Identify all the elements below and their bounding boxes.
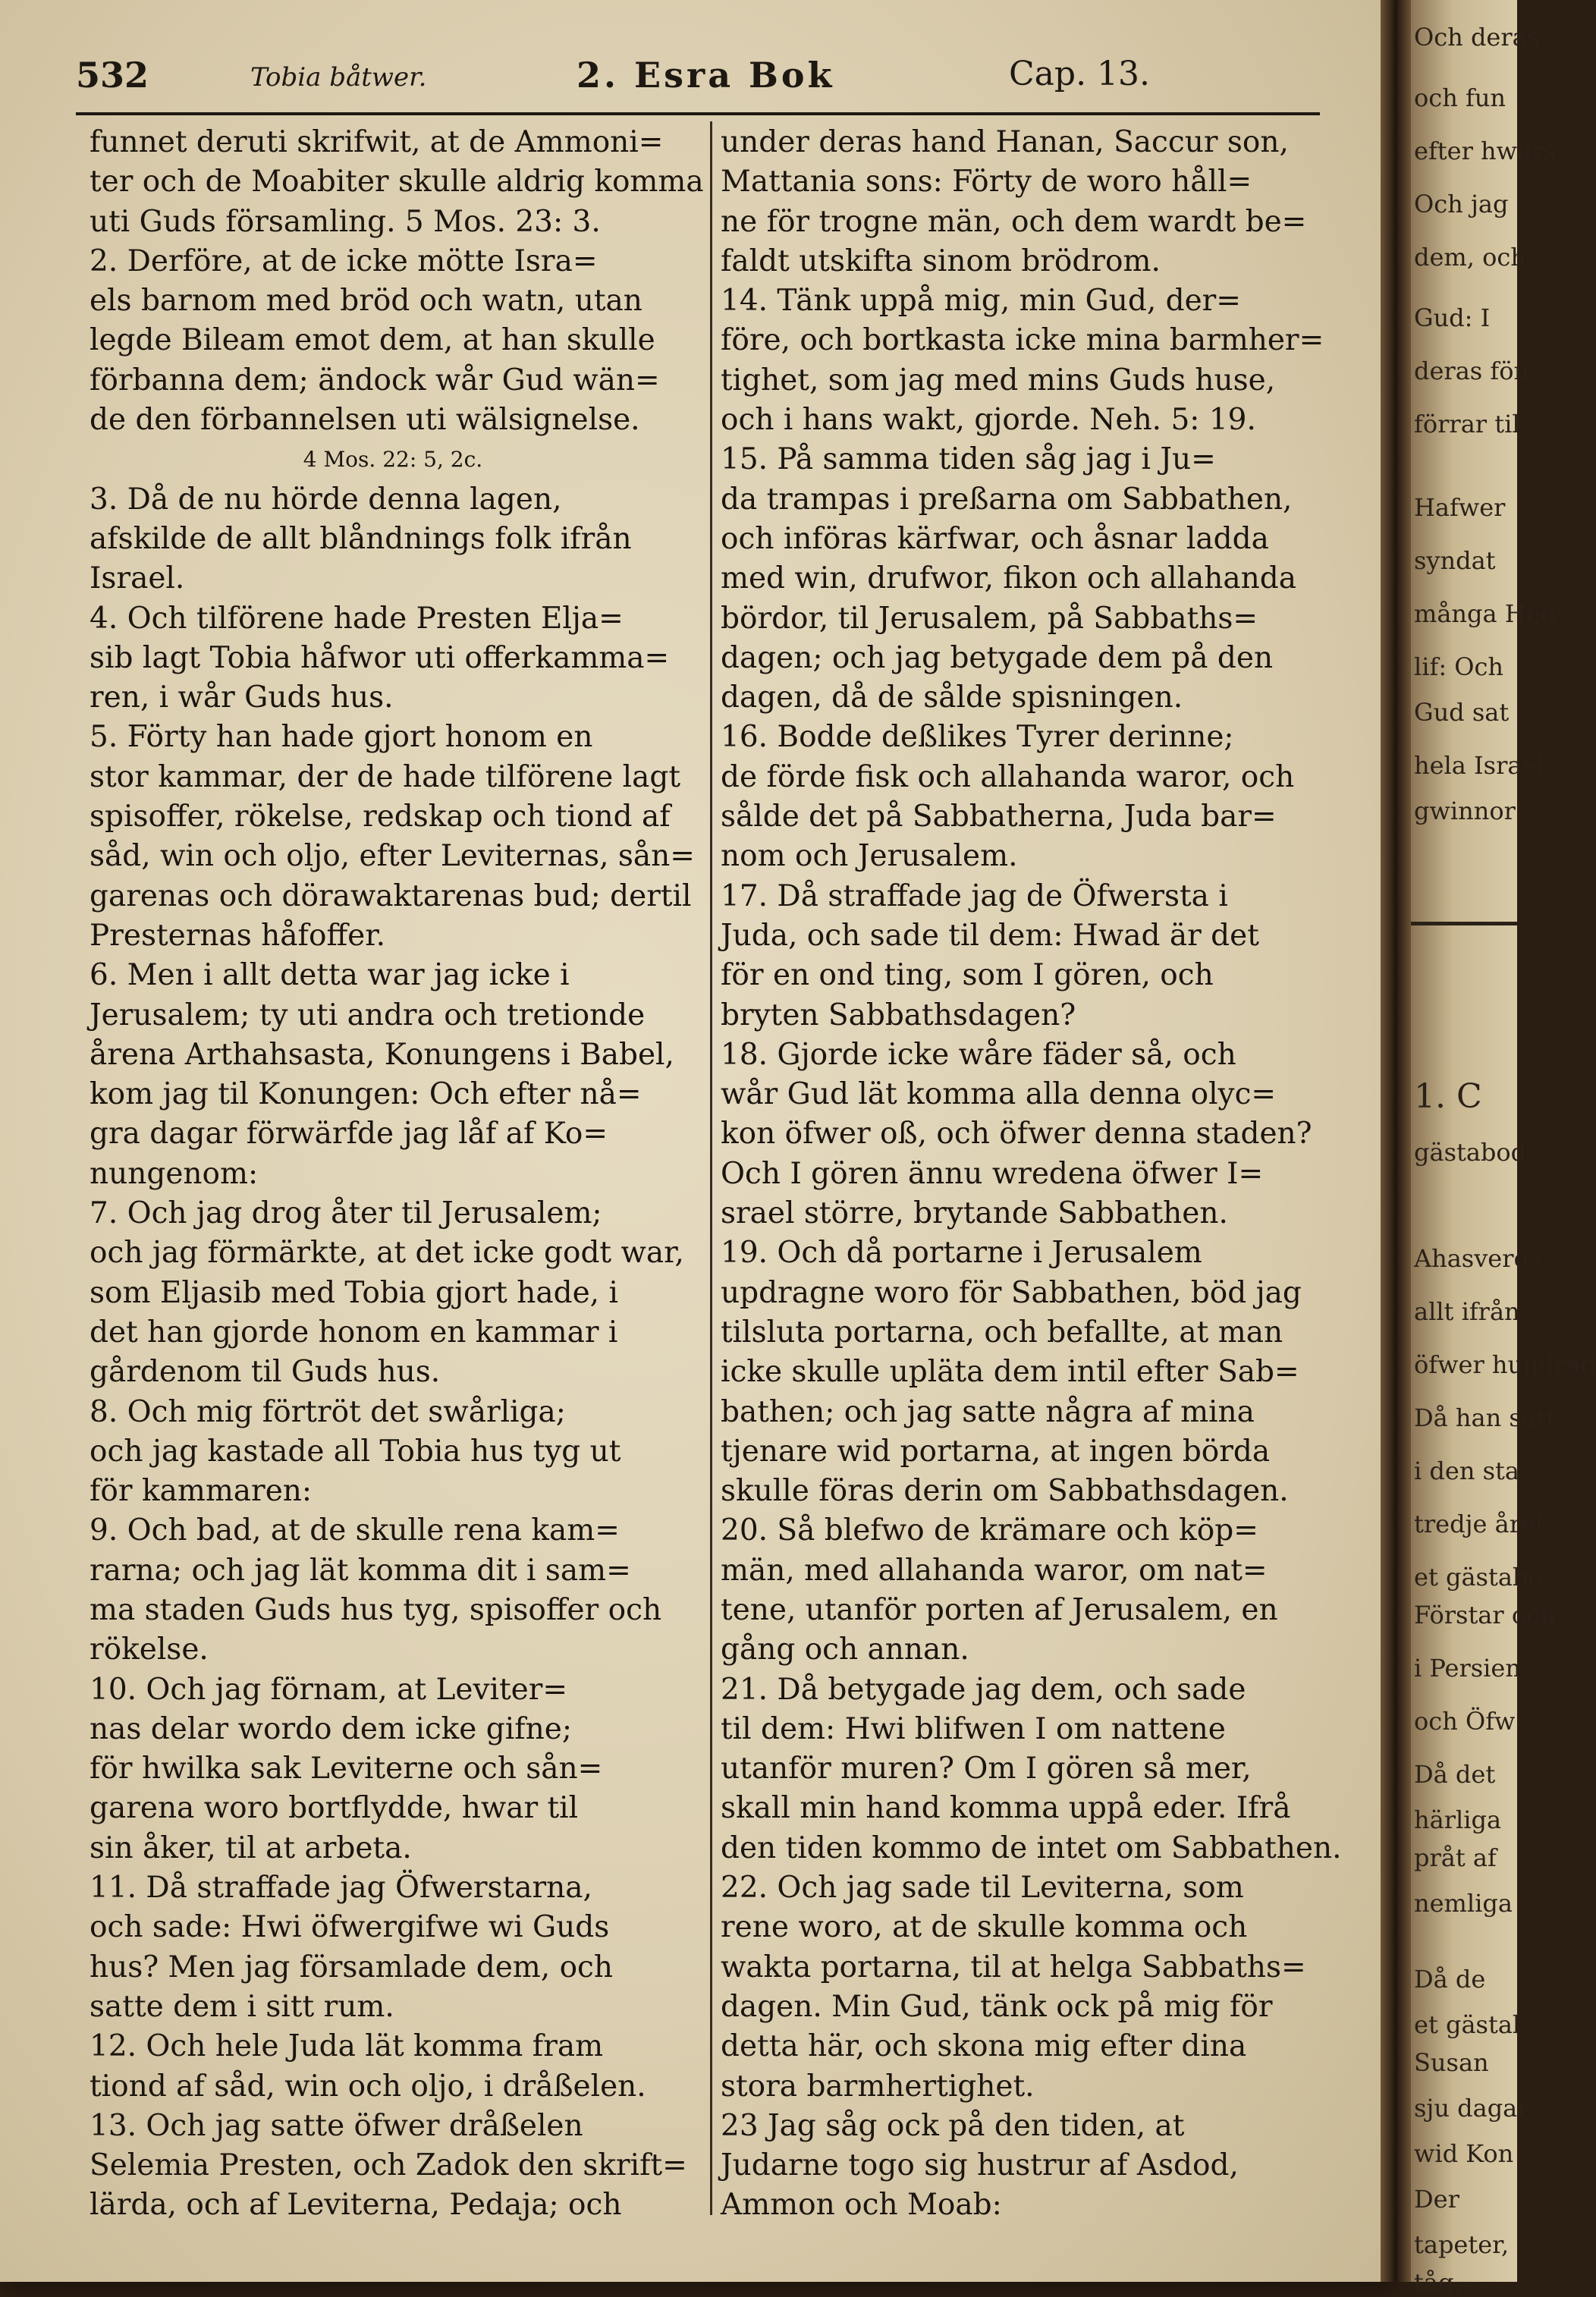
text-line: garena woro bortflydde, hwar til	[90, 1791, 579, 1826]
text-line: 4. Och tilförene hade Presten Elja=	[90, 601, 624, 636]
next-page-fragment: lif: Och	[1414, 652, 1504, 681]
text-line: til dem: Hwi blifwen I om nattene	[721, 1711, 1226, 1746]
text-line: tjenare wid portarna, at ingen börda	[721, 1434, 1271, 1469]
text-line: stora barmhertighet.	[721, 2069, 1035, 2104]
text-line: sålde det på Sabbatherna, Juda bar=	[721, 800, 1277, 834]
text-line: kom jag til Konungen: Och efter nå=	[90, 1077, 642, 1112]
text-line: tilsluta portarna, och befallte, at man	[721, 1315, 1283, 1350]
text-line: 7. Och jag drog åter til Jerusalem;	[90, 1196, 602, 1231]
text-line: det han gjorde honom en kammar i	[90, 1315, 618, 1350]
text-line: dagen. Min Gud, tänk ock på mig för	[721, 1989, 1273, 2024]
text-line: uti Guds församling. 5 Mos. 23: 3.	[90, 204, 601, 239]
text-line: med win, drufwor, fikon och allahanda	[721, 561, 1296, 596]
next-page-fragment: Gud: I	[1414, 303, 1491, 332]
text-line: årena Arthahsasta, Konungens i Babel,	[90, 1037, 674, 1072]
next-page-fragment: Susan	[1414, 2048, 1489, 2077]
text-line: 11. Då straffade jag Öfwerstarna,	[90, 1871, 592, 1906]
next-page-fragment: Förstar och	[1414, 1601, 1556, 1629]
text-line: nom och Jerusalem.	[721, 839, 1018, 874]
text-line: dagen, då de sålde spisningen.	[721, 680, 1183, 715]
next-page-fragment: härliga	[1414, 1805, 1502, 1834]
text-line: skulle föras derin om Sabbathsdagen.	[721, 1474, 1289, 1509]
next-page-fragment: Gud sat	[1414, 698, 1510, 727]
text-line: under deras hand Hanan, Saccur son,	[721, 125, 1289, 159]
next-page-fragment: syndat	[1414, 546, 1496, 575]
text-line: de den förbannelsen uti wälsignelse.	[90, 403, 640, 438]
next-page-fragment: dem, och	[1414, 243, 1526, 272]
next-page-fragment: många Hed	[1414, 599, 1557, 628]
next-page-fragment: sju dagar,	[1414, 2094, 1535, 2123]
text-line: som Eljasib med Tobia gjort hade, i	[90, 1275, 618, 1310]
next-page-fragment: nemliga	[1414, 1889, 1513, 1918]
next-page-fragment: wid Kon	[1414, 2139, 1514, 2168]
next-page-fragment: öfwer hundrad	[1414, 1350, 1596, 1379]
next-page-fragment: Då de	[1414, 1965, 1486, 1994]
text-line: da trampas i preßarna om Sabbathen,	[721, 482, 1293, 517]
text-line: och jag förmärkte, at det icke godt war,	[90, 1236, 684, 1271]
text-line: 6. Men i allt detta war jag icke i	[90, 958, 570, 993]
text-line: dagen; och jag betygade dem på den	[721, 640, 1274, 675]
text-line: 19. Och då portarne i Jerusalem	[721, 1236, 1202, 1271]
text-line: stor kammar, der de hade tilförene lagt	[90, 759, 681, 794]
text-line: afskilde de allt blåndnings folk ifrån	[90, 521, 632, 556]
book-title: 2. Esra Bok	[577, 55, 835, 96]
text-line: Och I gören ännu wredena öfwer I=	[721, 1156, 1264, 1191]
next-page-fragment: deras fön	[1414, 357, 1530, 385]
text-line: bördor, til Jerusalem, på Sabbaths=	[721, 601, 1258, 636]
chapter-label: Cap. 13.	[1009, 55, 1151, 93]
text-line: för hwilka sak Leviterne och sån=	[90, 1752, 603, 1786]
column-divider	[710, 121, 712, 2215]
text-line: rökelse.	[90, 1632, 209, 1667]
text-line: förbanna dem; ändock wår Gud wän=	[90, 363, 660, 397]
next-page-fragment: efter hwars	[1414, 137, 1556, 165]
next-page-fragment: tåg,	[1414, 2268, 1462, 2297]
left-running-head: Tobia båtwer.	[250, 62, 427, 93]
text-line: Judarne togo sig hustrur af Asdod,	[721, 2148, 1239, 2183]
text-line: els barnom med bröd och watn, utan	[90, 284, 642, 319]
next-page-fragment: tredje året	[1414, 1510, 1545, 1538]
next-page-fragment: gästabod.	[1414, 1138, 1535, 1167]
text-line: 15. På samma tiden såg jag i Ju=	[721, 442, 1216, 477]
text-line: sib lagt Tobia håfwor uti offerkamma=	[90, 640, 670, 675]
book-gutter	[1381, 0, 1411, 2282]
text-line: detta här, och skona mig efter dina	[721, 2029, 1247, 2064]
text-line: de förde fisk och allahanda waror, och	[721, 759, 1295, 794]
text-line: icke skulle upläta dem intil efter Sab=	[721, 1355, 1299, 1390]
text-line: ter och de Moabiter skulle aldrig komma	[90, 165, 704, 200]
text-line: faldt utskifta sinom brödrom.	[721, 244, 1161, 278]
text-line: legde Bileam emot dem, at han skulle	[90, 323, 655, 358]
text-line: Selemia Presten, och Zadok den skrift=	[90, 2148, 687, 2183]
text-line: tighet, som jag med mins Guds huse,	[721, 363, 1276, 397]
next-page-fragment: Ahasveros	[1414, 1244, 1541, 1273]
text-line: tiond af såd, win och oljo, i dråßelen.	[90, 2069, 646, 2104]
left-text-column	[90, 123, 704, 2226]
next-page-rule	[1411, 922, 1517, 925]
next-page-fragment: allt ifrån	[1414, 1297, 1520, 1326]
text-line: satte dem i sitt rum.	[90, 1989, 394, 2024]
text-line: 8. Och mig förtröt det swårliga;	[90, 1394, 566, 1429]
text-line: för en ond ting, som I gören, och	[721, 958, 1214, 993]
next-page-fragment: Då han satt	[1414, 1403, 1556, 1432]
header-rule	[76, 112, 1320, 115]
text-line: srael större, brytande Sabbathen.	[721, 1196, 1228, 1231]
text-line: ne för trogne män, och dem wardt be=	[721, 204, 1307, 239]
next-page-fragment: Hafwer	[1414, 493, 1506, 522]
text-line: 4 Mos. 22: 5, 2c.	[303, 447, 483, 473]
text-line: funnet deruti skrifwit, at de Ammoni=	[90, 125, 664, 159]
text-line: 18. Gjorde icke wåre fäder så, och	[721, 1037, 1236, 1072]
text-line: sin åker, til at arbeta.	[90, 1830, 412, 1865]
next-page-fragment: förrar til	[1414, 410, 1520, 438]
text-line: 3. Då de nu hörde denna lagen,	[90, 482, 562, 517]
next-page-fragment: 1. C	[1414, 1077, 1482, 1116]
text-line: och sade: Hwi öfwergifwe wi Guds	[90, 1910, 610, 1945]
text-line: tene, utanför porten af Jerusalem, en	[721, 1592, 1278, 1627]
text-line: och införas kärfwar, och åsnar ladda	[721, 521, 1269, 556]
text-line: Mattania sons: Förty de woro håll=	[721, 165, 1252, 200]
text-line: nungenom:	[90, 1156, 259, 1191]
text-line: 9. Och bad, at de skulle rena kam=	[90, 1513, 620, 1548]
text-line: Jerusalem; ty uti andra och tretionde	[90, 998, 646, 1032]
text-line: gra dagar förwärfde jag låf af Ko=	[90, 1117, 608, 1152]
next-page-fragment: i den sta	[1414, 1456, 1519, 1485]
text-line: den tiden kommo de intet om Sabbathen.	[721, 1830, 1342, 1865]
next-page-fragment: och fun	[1414, 83, 1506, 112]
text-line: bathen; och jag satte några af mina	[721, 1394, 1255, 1429]
next-page-fragment: gwinnor	[1414, 797, 1516, 825]
text-line: utanför muren? Om I gören så mer,	[721, 1752, 1252, 1786]
text-line: 17. Då straffade jag de Öfwersta i	[721, 878, 1228, 913]
text-line: och i hans wakt, gjorde. Neh. 5: 19.	[721, 403, 1256, 438]
next-page-fragment: Der	[1414, 2185, 1459, 2214]
text-line: 14. Tänk uppå mig, min Gud, der=	[721, 284, 1241, 319]
next-page-fragment: hela Israel	[1414, 751, 1544, 780]
text-line: rarna; och jag lät komma dit i sam=	[90, 1553, 631, 1588]
next-page-fragment: et gästal	[1414, 2010, 1521, 2039]
text-line: före, och bortkasta icke mina barmher=	[721, 323, 1324, 358]
text-line: 5. Förty han hade gjort honom en	[90, 720, 593, 755]
text-line: ma staden Guds hus tyg, spisoffer och	[90, 1592, 662, 1627]
text-line: 12. Och hele Juda lät komma fram	[90, 2029, 604, 2064]
text-line: män, med allahanda waror, om nat=	[721, 1553, 1268, 1588]
text-line: 16. Bodde deßlikes Tyrer derinne;	[721, 720, 1234, 755]
text-line: 20. Så blefwo de krämare och köp=	[721, 1513, 1258, 1548]
text-line: för kammaren:	[90, 1474, 313, 1509]
right-text-column	[721, 123, 1342, 2226]
text-line: garenas och dörawaktarenas bud; dertil	[90, 878, 692, 913]
page-number: 532	[76, 55, 149, 96]
next-page-fragment: tapeter,	[1414, 2230, 1510, 2259]
text-line: 10. Och jag förnam, at Leviter=	[90, 1672, 568, 1707]
text-line: 21. Då betygade jag dem, och sade	[721, 1672, 1246, 1707]
text-line: 22. Och jag sade til Leviterna, som	[721, 1871, 1244, 1906]
text-line: 13. Och jag satte öfwer dråßelen	[90, 2108, 583, 2143]
running-header	[76, 55, 1320, 100]
text-line: Ammon och Moab:	[721, 2188, 1002, 2223]
text-line: Presternas håfoffer.	[90, 918, 385, 953]
text-line: Israel.	[90, 561, 185, 596]
next-page-fragment: Och jag	[1414, 190, 1509, 218]
next-page-edge	[1411, 0, 1596, 2297]
text-line: nas delar wordo dem icke gifne;	[90, 1711, 572, 1746]
text-line: kon öfwer oß, och öfwer denna staden?	[721, 1117, 1312, 1152]
text-line: wakta portarna, til at helga Sabbaths=	[721, 1950, 1306, 1984]
text-line: hus? Men jag församlade dem, och	[90, 1950, 614, 1984]
text-line: och jag kastade all Tobia hus tyg ut	[90, 1434, 621, 1469]
next-page-fragment: Då det	[1414, 1760, 1496, 1789]
text-line: bryten Sabbathsdagen?	[721, 998, 1076, 1032]
text-line: wår Gud lät komma alla denna olyc=	[721, 1077, 1277, 1112]
next-page-fragment: och Öfw	[1414, 1707, 1516, 1736]
text-line: skall min hand komma uppå eder. Ifrå	[721, 1791, 1291, 1826]
text-line: Juda, och sade til dem: Hwad är det	[721, 918, 1259, 953]
text-line: gårdenom til Guds hus.	[90, 1355, 441, 1390]
next-page-fragment: pråt af	[1414, 1843, 1497, 1872]
text-line: 23 Jag såg ock på den tiden, at	[721, 2108, 1185, 2143]
next-page-fragment: Och deras	[1414, 23, 1540, 52]
text-line: såd, win och oljo, efter Leviternas, sån=	[90, 839, 695, 874]
text-line: lärda, och af Leviterna, Pedaja; och	[90, 2188, 622, 2223]
text-line: ren, i wår Guds hus.	[90, 680, 394, 715]
next-page-fragment: et gästabo	[1414, 1563, 1543, 1592]
text-line: updragne woro för Sabbathen, böd jag	[721, 1275, 1302, 1310]
text-line: spisoffer, rökelse, redskap och tiond af	[90, 800, 671, 834]
text-line: rene woro, at de skulle komma och	[721, 1910, 1248, 1945]
text-line: 2. Derföre, at de icke mötte Isra=	[90, 244, 598, 278]
text-line: gång och annan.	[721, 1632, 969, 1667]
next-page-fragment: i Persien	[1414, 1654, 1521, 1683]
